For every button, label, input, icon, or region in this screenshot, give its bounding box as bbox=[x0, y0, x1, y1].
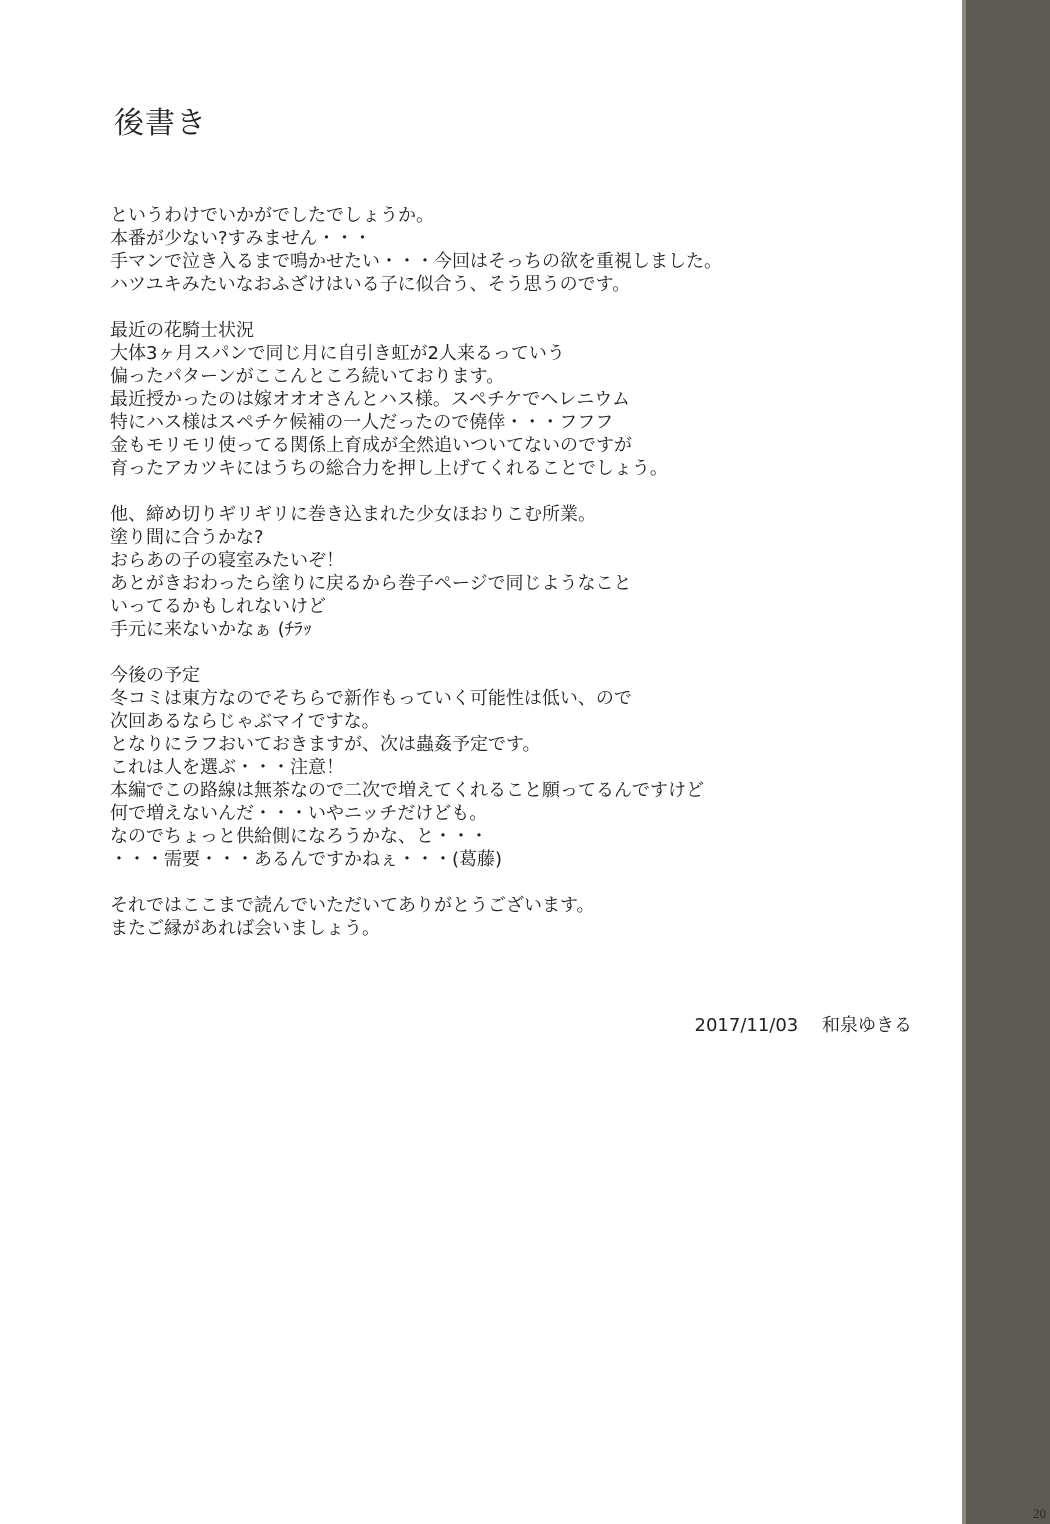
text-line: 偏ったパターンがここんところ続いております。 bbox=[110, 366, 505, 387]
text-line: それではここまで読んでいただいてありがとうございます。 bbox=[110, 895, 595, 916]
text-line: ハツユキみたいなおふざけはいる子に似合う、そう思うのです。 bbox=[110, 274, 631, 295]
text-line: ・・・需要・・・あるんですかねぇ・・・(葛藤) bbox=[110, 849, 503, 870]
signature-author: 和泉ゆきる bbox=[822, 1015, 912, 1036]
text-line: 本編でこの路線は無茶なので二次で増えてくれること願ってるんですけど bbox=[110, 780, 704, 801]
text-line: 大体3ヶ月スパンで同じ月に自引き虹が2人来るっていう bbox=[110, 343, 565, 364]
text-line: 他、締め切りギリギリに巻き込まれた少女ほおりこむ所業。 bbox=[110, 504, 596, 525]
text-line: 金もモリモリ使ってる関係上育成が全然追いついてないのですが bbox=[110, 435, 632, 456]
text-line: 特にハス様はスペチケ候補の一人だったので僥倖・・・フフフ bbox=[110, 412, 614, 433]
paragraph-2 bbox=[110, 319, 910, 480]
paragraph-1 bbox=[110, 204, 910, 296]
signature-date: 2017/11/03 bbox=[694, 1015, 799, 1036]
text-line: 手マンで泣き入るまで鳴かせたい・・・今回はそっちの欲を重視しました。 bbox=[110, 251, 722, 272]
page-title: 後書き bbox=[114, 106, 207, 141]
text-line: 最近授かったのは嫁オオオさんとハス様。スペチケでヘレニウム bbox=[110, 389, 631, 410]
text-line: 冬コミは東方なのでそちらで新作もっていく可能性は低い、ので bbox=[110, 688, 632, 709]
text-line: 手元に来ないかなぁ (ﾁﾗｯ bbox=[110, 619, 312, 640]
binding-spine bbox=[962, 0, 1050, 1524]
text-line: おらあの子の寝室みたいぞ！ bbox=[110, 550, 344, 571]
text-line: これは人を選ぶ・・・注意！ bbox=[110, 757, 344, 778]
paragraph-4 bbox=[110, 664, 910, 871]
page-number: 20 bbox=[1033, 1506, 1046, 1521]
afterword-body bbox=[110, 204, 910, 963]
text-line: あとがきおわったら塗りに戻るから巻子ページで同じようなこと bbox=[110, 573, 632, 594]
paragraph-5 bbox=[110, 894, 910, 940]
text-line: というわけでいかがでしたでしょうか。 bbox=[110, 205, 434, 226]
text-line: 次回あるならじゃぶマイですな。 bbox=[110, 711, 380, 732]
text-line: 何で増えないんだ・・・いやニッチだけども。 bbox=[110, 803, 488, 824]
text-line: またご縁があれば会いましょう。 bbox=[110, 918, 380, 939]
section-heading: 最近の花騎士状況 bbox=[110, 320, 254, 341]
spine-edge bbox=[962, 0, 966, 1524]
text-line: となりにラフおいておきますが、次は蟲姦予定です。 bbox=[110, 734, 541, 755]
text-line: 育ったアカツキにはうちの総合力を押し上げてくれることでしょう。 bbox=[110, 458, 668, 479]
text-line: 本番が少ない?すみません・・・ bbox=[110, 228, 372, 249]
text-line: 塗り間に合うかな? bbox=[110, 527, 264, 548]
text-line: なのでちょっと供給側になろうかな、と・・・ bbox=[110, 826, 488, 847]
text-line: いってるかもしれないけど bbox=[110, 596, 326, 617]
paragraph-3 bbox=[110, 503, 910, 641]
signature bbox=[695, 1014, 912, 1037]
section-heading: 今後の予定 bbox=[110, 665, 200, 686]
